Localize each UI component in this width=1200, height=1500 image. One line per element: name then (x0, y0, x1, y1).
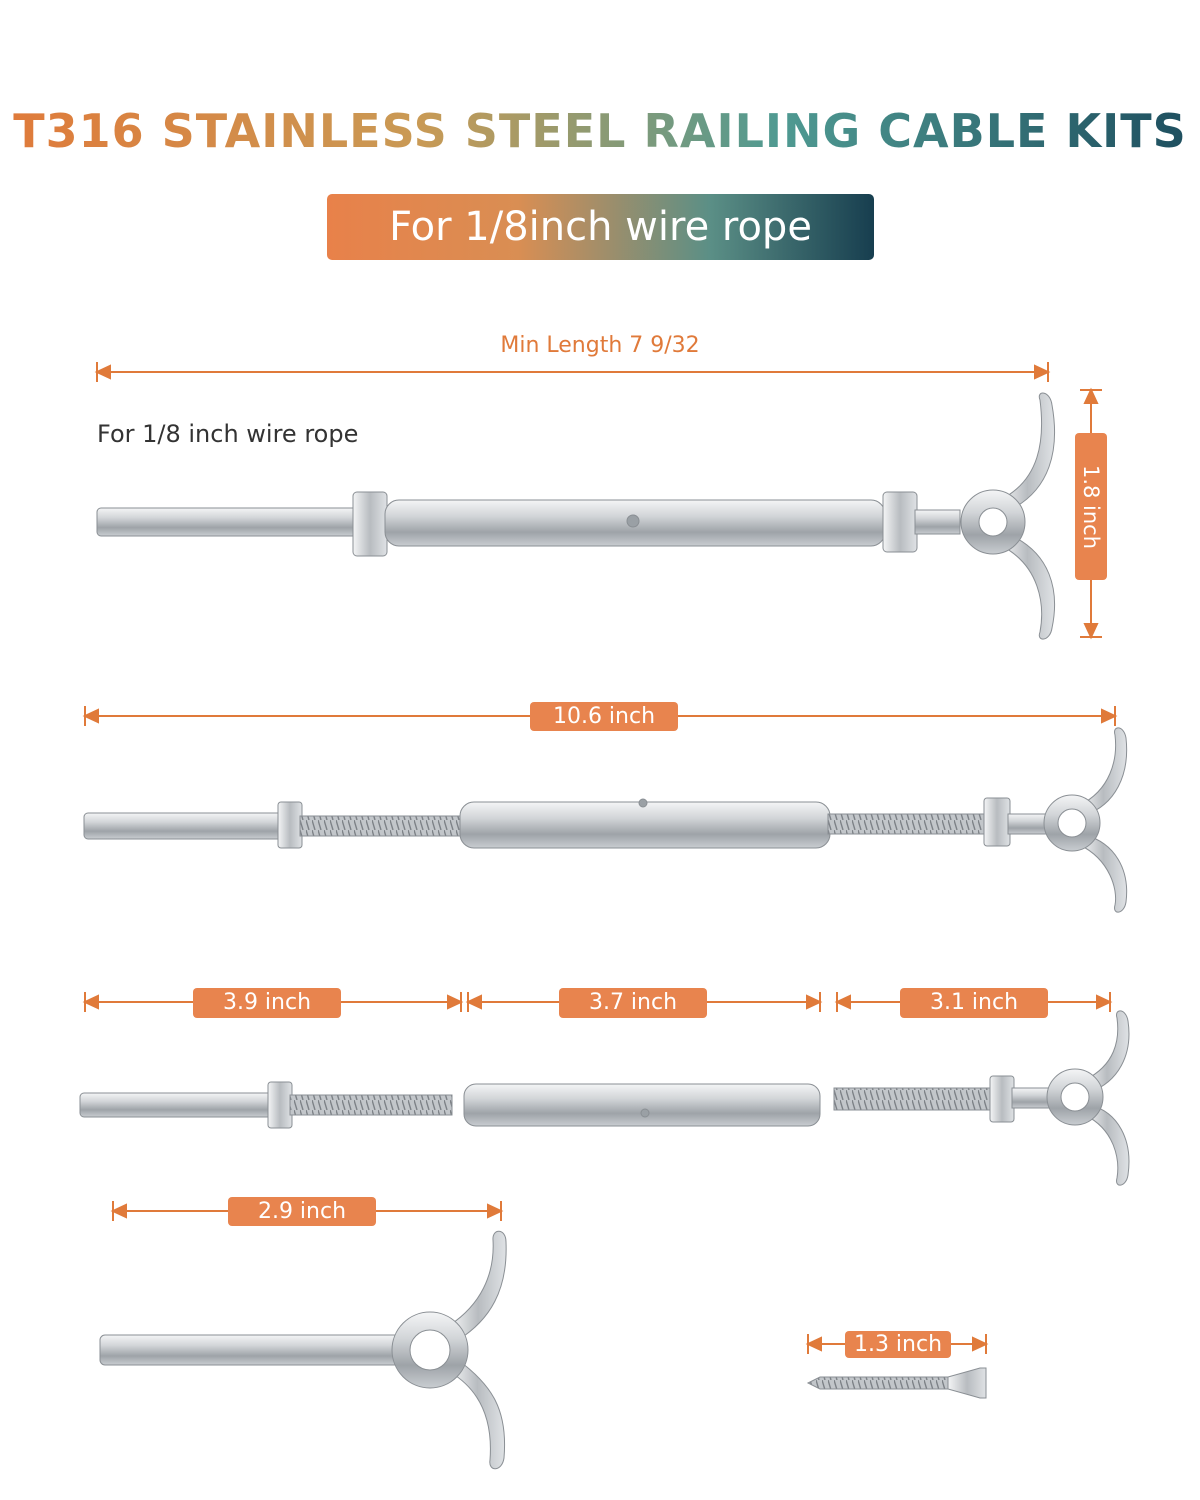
height-pill (1075, 433, 1107, 580)
toggle-end-fitting (100, 1231, 506, 1469)
body-length-label: 3.7 inch (559, 988, 707, 1018)
wire-rope-note: For 1/8 inch wire rope (97, 420, 359, 448)
turnbuckle-body-part (464, 1084, 820, 1126)
screw-length-label: 1.3 inch (845, 1331, 951, 1358)
min-length-label: Min Length 7 9/32 (500, 333, 700, 358)
mounting-screw (808, 1368, 986, 1398)
turnbuckle-extended (84, 728, 1127, 912)
toggle-length-label: 3.1 inch (900, 988, 1048, 1018)
threaded-stud-part (80, 1082, 452, 1128)
full-length-label: 10.6 inch (530, 702, 678, 731)
stud-length-label: 3.9 inch (193, 988, 341, 1018)
turnbuckle-assembled-short (97, 393, 1055, 639)
subtitle-banner: For 1/8inch wire rope (327, 194, 874, 260)
short-toggle-length-label: 2.9 inch (228, 1197, 376, 1226)
toggle-stud-part (834, 1011, 1129, 1185)
height-label: 1.8 inch (1079, 464, 1103, 549)
page-title: T316 STAINLESS STEEL RAILING CABLE KITS (0, 104, 1200, 158)
